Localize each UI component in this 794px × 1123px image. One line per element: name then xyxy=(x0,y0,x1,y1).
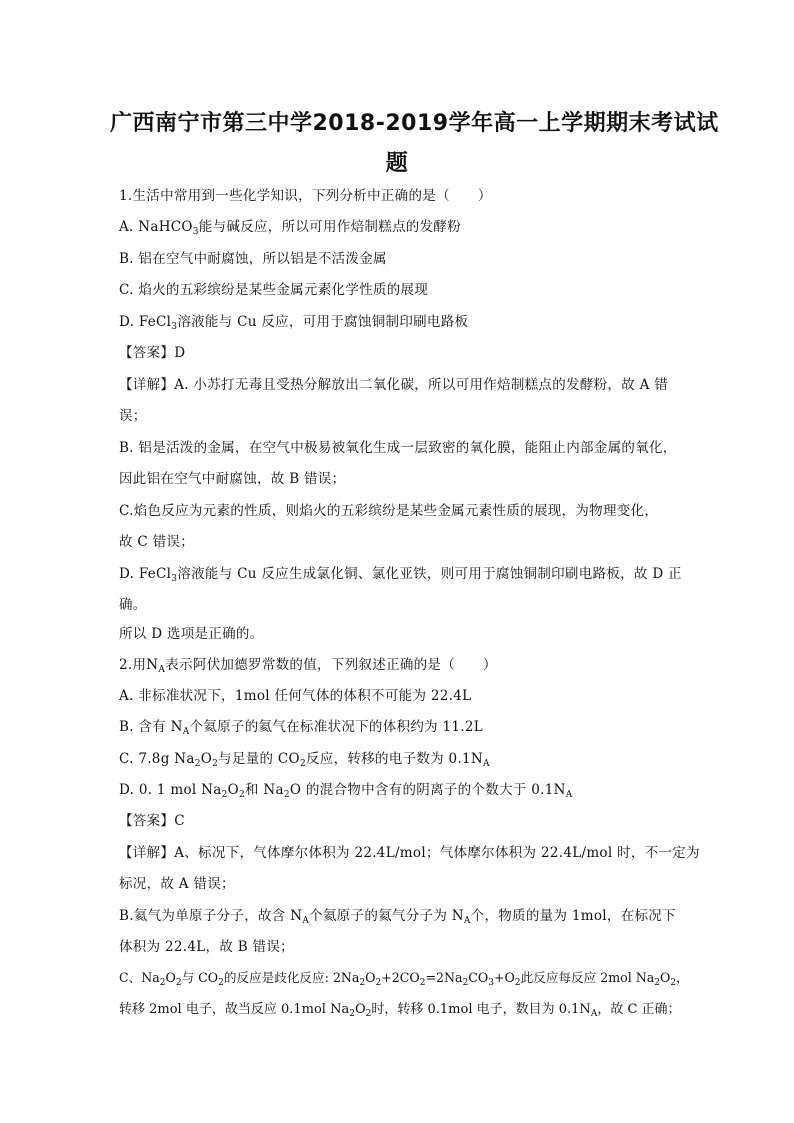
q2-option-b: B. 含有 $N_A$个氦原子的氦气在标准状况下的体积约为 11.2L xyxy=(119,719,484,737)
q2-answer: 【答案】C xyxy=(119,813,185,829)
page-title: 广西南宁市第三中学2018-2019学年高一上学期期末考试试 xyxy=(110,111,719,136)
q1-detail-line: D. FeCl$_3$溶液能与 Cu 反应生成氯化铜、氯化亚铁，则可用于腐蚀铜制印刷电路板，故 D 正 xyxy=(119,566,682,584)
q1-detail-line: 误； xyxy=(119,408,147,424)
q2-detail-line: 体积为 22.4L，故 B 错误； xyxy=(119,939,294,955)
q1-detail-line: 因此铝在空气中耐腐蚀，故 B 错误； xyxy=(119,471,346,487)
q2-detail-line: C、$Na_2O_2$与 $CO_2$的反应是歧化反应: $2Na_2O_2+2CO_2=2Na_2CO_3+O_2$此反应每反应 2mol $Na_2O_2$， xyxy=(119,970,689,988)
q2-stem: 2.用$N_A$表示阿伏加德罗常数的值，下列叙述正确的是（ ） xyxy=(119,657,497,675)
q2-option-d: D. 0. 1 mol $Na_2O_2$和 $Na_2O$ 的混合物中含有的阴离子的个数大于 $0.1N_A$ xyxy=(119,782,573,800)
q1-detail-line: 所以 D 选项是正确的。 xyxy=(119,626,264,642)
q1-answer: 【答案】D xyxy=(119,345,186,361)
q2-detail-line: 【详解】A、标况下，气体摩尔体积为 22.4L/mol；气体摩尔体积为 22.4L/mol 时，不一定为 xyxy=(119,845,700,861)
q2-detail-line: B.氦气为单原子分子，故含 $N_A$个氦原子的氦气分子为 $N_A$个，物质的量为 1mol，在标况下 xyxy=(119,908,676,926)
q1-detail-line: 故 C 错误； xyxy=(119,534,195,550)
q1-detail-line: 确。 xyxy=(119,597,147,613)
q2-detail-line: 标况，故 A 错误； xyxy=(119,876,235,892)
q1-detail-line: C.焰色反应为元素的性质，则焰火的五彩缤纷是某些金属元素性质的展现，为物理变化， xyxy=(119,503,659,519)
q1-option-a: A. NaHCO$_3$能与碱反应，所以可用作焙制糕点的发酵粉 xyxy=(119,219,461,237)
q1-detail-line: 【详解】A. 小苏打无毒且受热分解放出二氧化碳，所以可用作焙制糕点的发酵粉，故 A 错 xyxy=(119,377,669,393)
q2-option-a: A. 非标准状况下，1mol 任何气体的体积不可能为 22.4L xyxy=(119,688,472,704)
q2-option-c: C. 7.8g $Na_2O_2$与足量的 $CO_2$反应，转移的电子数为 $0.1N_A$ xyxy=(119,751,490,769)
page-title-continued: 题 xyxy=(385,151,409,176)
q1-option-d: D. FeCl$_3$溶液能与 Cu 反应，可用于腐蚀铜制印刷电路板 xyxy=(119,314,469,332)
q1-detail-line: B. 铝是活泼的金属，在空气中极易被氧化生成一层致密的氧化膜，能阻止内部金属的氧化， xyxy=(119,440,677,456)
q1-option-b: B. 铝在空气中耐腐蚀，所以铝是不活泼金属 xyxy=(119,251,387,267)
q2-detail-line: 转移 2mol 电子，故当反应 0.1mol $Na_2O_2$时，转移 0.1mol 电子，数目为 $0.1N_A$，故 C 正确； xyxy=(119,1002,681,1019)
q1-stem: 1.生活中常用到一些化学知识，下列分析中正确的是（ ） xyxy=(119,188,492,204)
q1-option-c: C. 焰火的五彩缤纷是某些金属元素化学性质的展现 xyxy=(119,282,429,298)
